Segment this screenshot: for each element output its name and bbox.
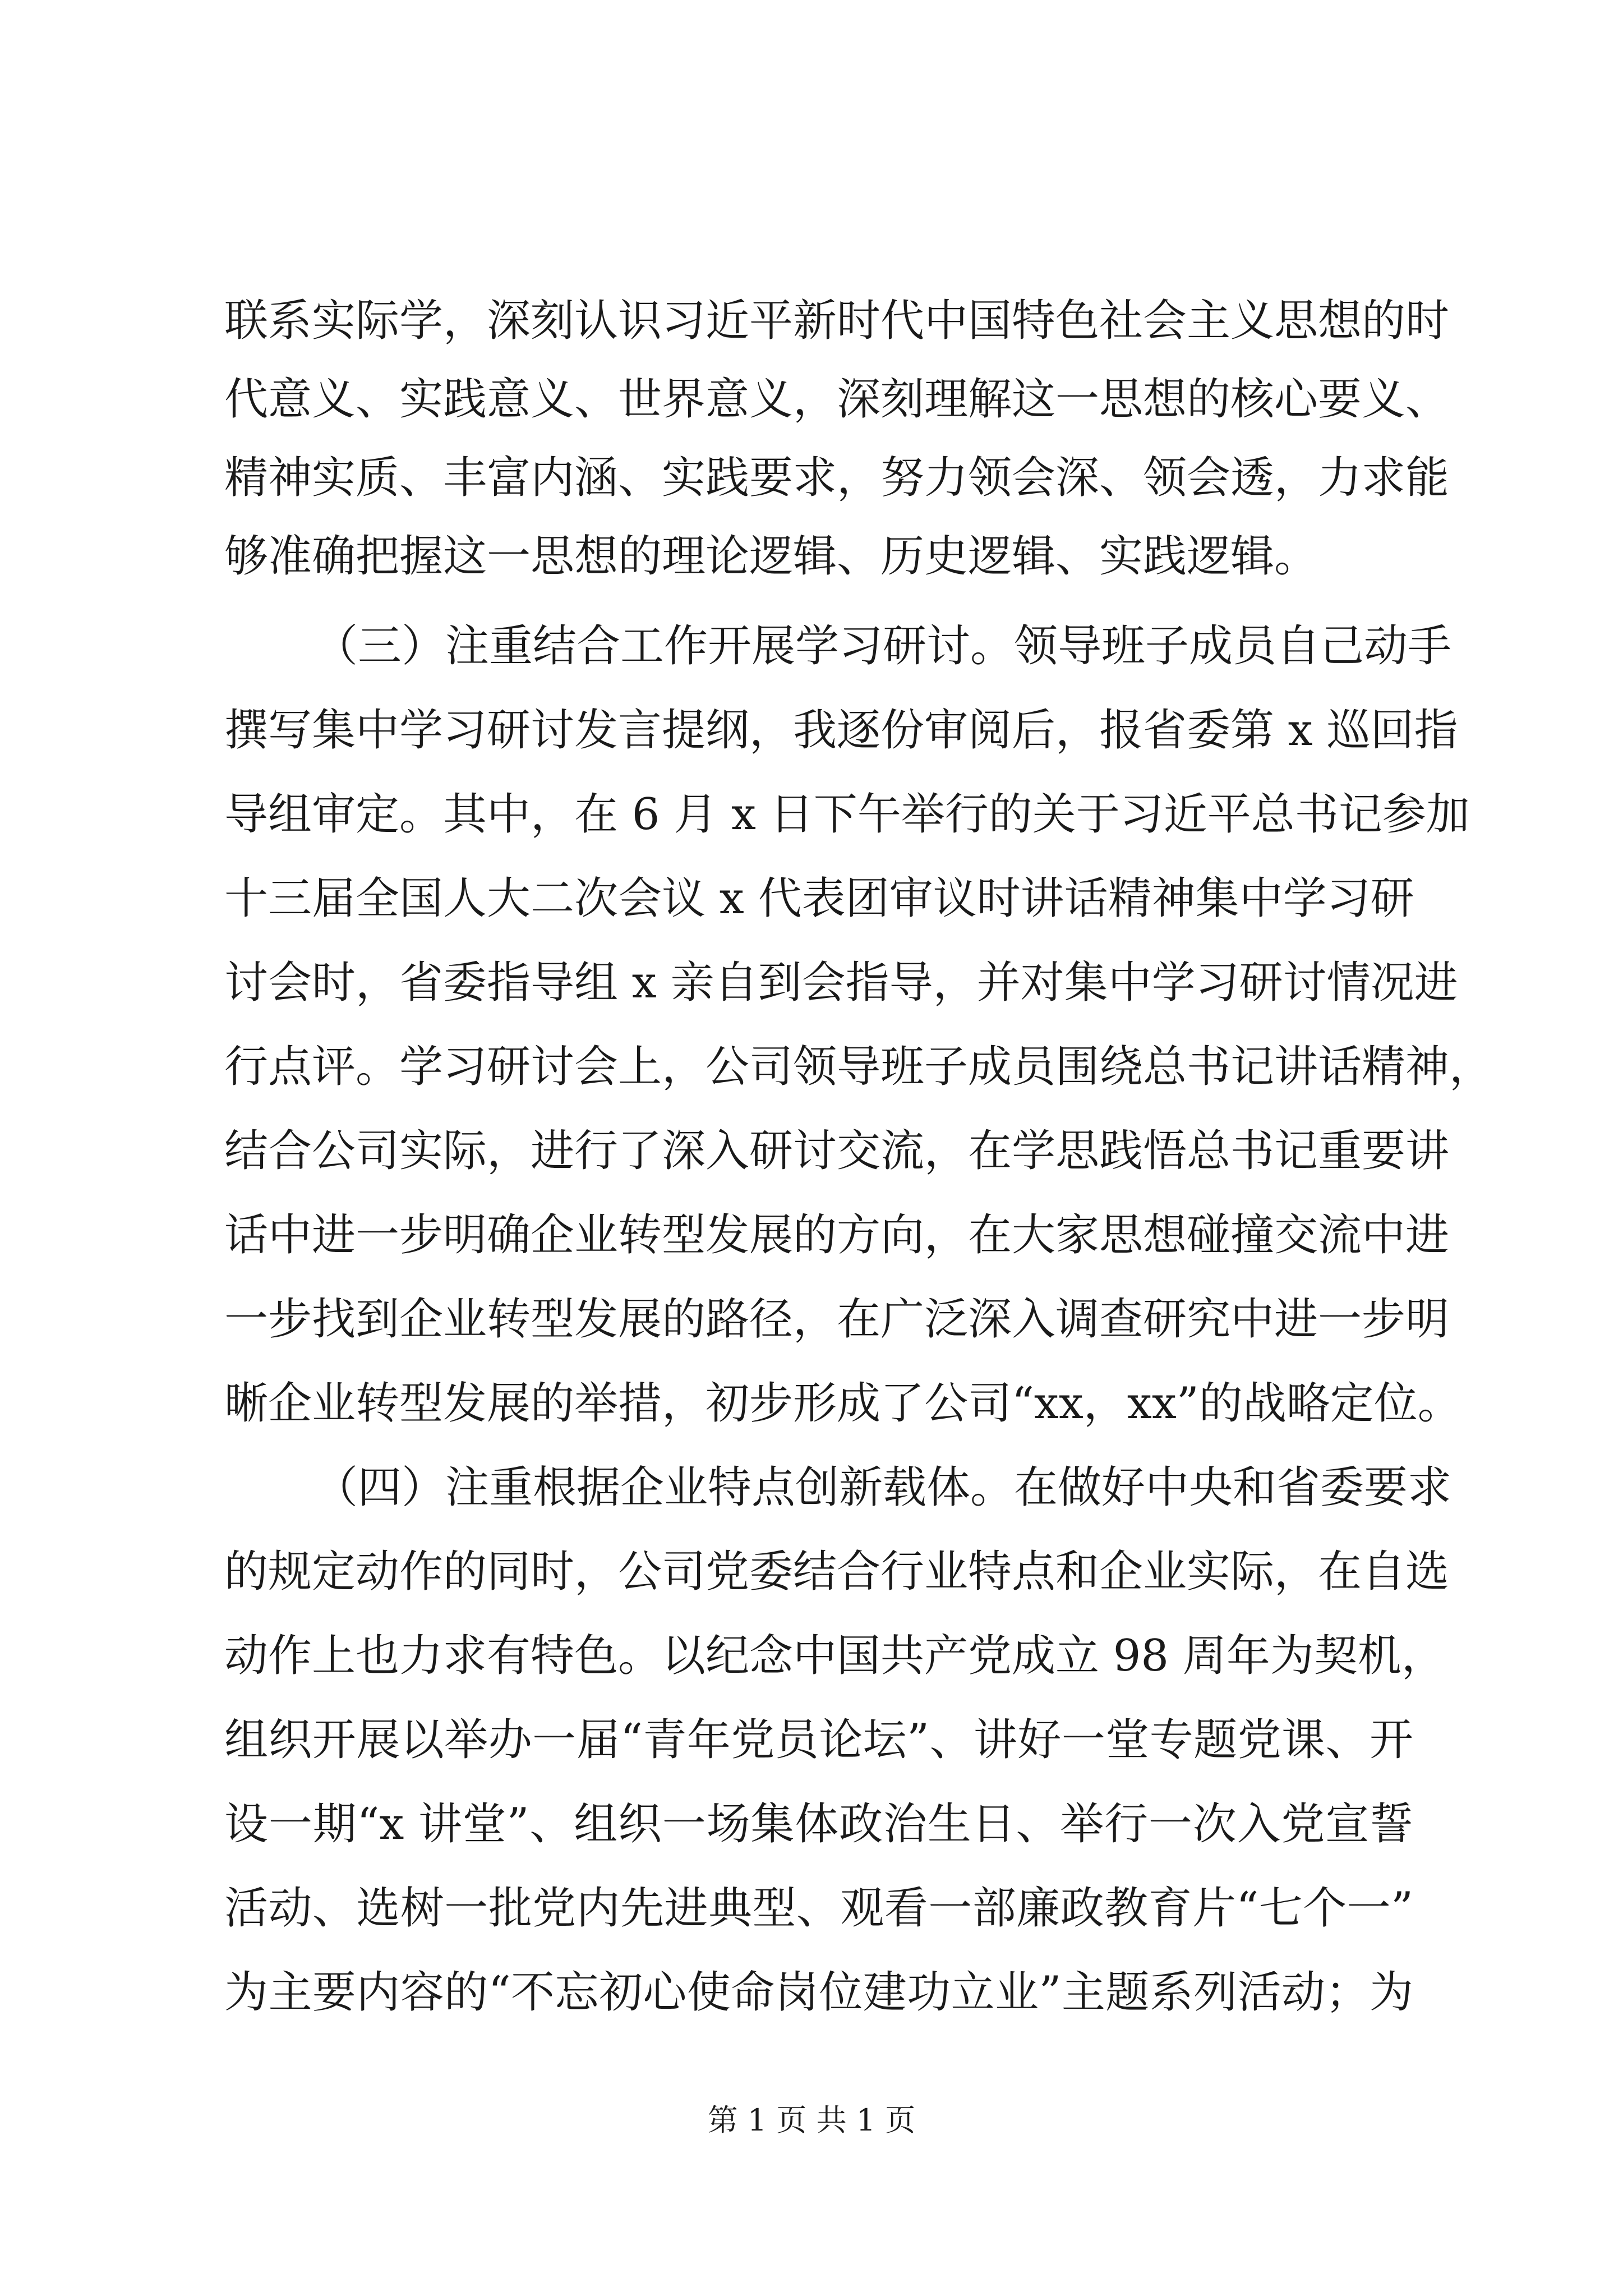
paragraph-3-line-2: 的规定动作的同时，公司党委结合行业特点和企业实际，在自选: [224, 1547, 1450, 1597]
paragraph-3-line-3: 动作上也力求有特色。以纪念中国共产党成立 98 周年为契机，: [224, 1631, 1445, 1681]
paragraph-2-line-10: 晰企业转型发展的举措，初步形成了公司“xx，xx”的战略定位。: [224, 1378, 1461, 1429]
paragraph-3-line-1: （四）注重根据企业特点创新载体。在做好中央和省委要求: [314, 1462, 1452, 1513]
paragraph-1-line-4: 够准确把握这一思想的理论逻辑、历史逻辑、实践逻辑。: [224, 531, 1318, 582]
paragraph-3-line-5: 设一期“x 讲堂”、组织一场集体政治生日、举行一次入党宣誓: [224, 1799, 1413, 1849]
paragraph-2-line-9: 一步找到企业转型发展的路径，在广泛深入调查研究中进一步明: [224, 1294, 1450, 1345]
paragraph-2-line-7: 结合公司实际，进行了深入研讨交流，在学思践悟总书记重要讲: [224, 1126, 1450, 1176]
paragraph-3-line-7: 为主要内容的“不忘初心使命岗位建功立业”主题系列活动；为: [224, 1967, 1413, 2018]
paragraph-2-line-4: 十三届全国人大二次会议 x 代表团审议时讲话精神集中学习研: [224, 873, 1414, 924]
paragraph-2-line-5: 讨会时，省委指导组 x 亲自到会指导，并对集中学习研讨情况进: [224, 958, 1458, 1008]
paragraph-1-line-3: 精神实质、丰富内涵、实践要求，努力领会深、领会透，力求能: [224, 453, 1450, 503]
paragraph-1-line-2: 代意义、实践意义、世界意义，深刻理解这一思想的核心要义、: [224, 374, 1450, 425]
paragraph-2-line-8: 话中进一步明确企业转型发展的方向，在大家思想碰撞交流中进: [224, 1210, 1450, 1260]
paragraph-1-line-1: 联系实际学，深刻认识习近平新时代中国特色社会主义思想的时: [224, 296, 1450, 346]
paragraph-3-line-6: 活动、选树一批党内先进典型、观看一部廉政教育片“七个一”: [224, 1883, 1413, 1934]
paragraph-2-line-1: （三）注重结合工作开展学习研讨。领导班子成员自己动手: [314, 621, 1452, 671]
page-number-footer: 第 1 页 共 1 页: [707, 2102, 916, 2138]
paragraph-2-line-6: 行点评。学习研讨会上，公司领导班子成员围绕总书记讲话精神，: [224, 1042, 1493, 1092]
paragraph-3-line-4: 组织开展以举办一届“青年党员论坛”、讲好一堂专题党课、开: [224, 1715, 1413, 1765]
paragraph-2-line-2: 撰写集中学习研讨发言提纲，我逐份审阅后，报省委第 x 巡回指: [224, 705, 1458, 756]
paragraph-2-line-3: 导组审定。其中，在 6 月 x 日下午举行的关于习近平总书记参加: [224, 789, 1470, 840]
